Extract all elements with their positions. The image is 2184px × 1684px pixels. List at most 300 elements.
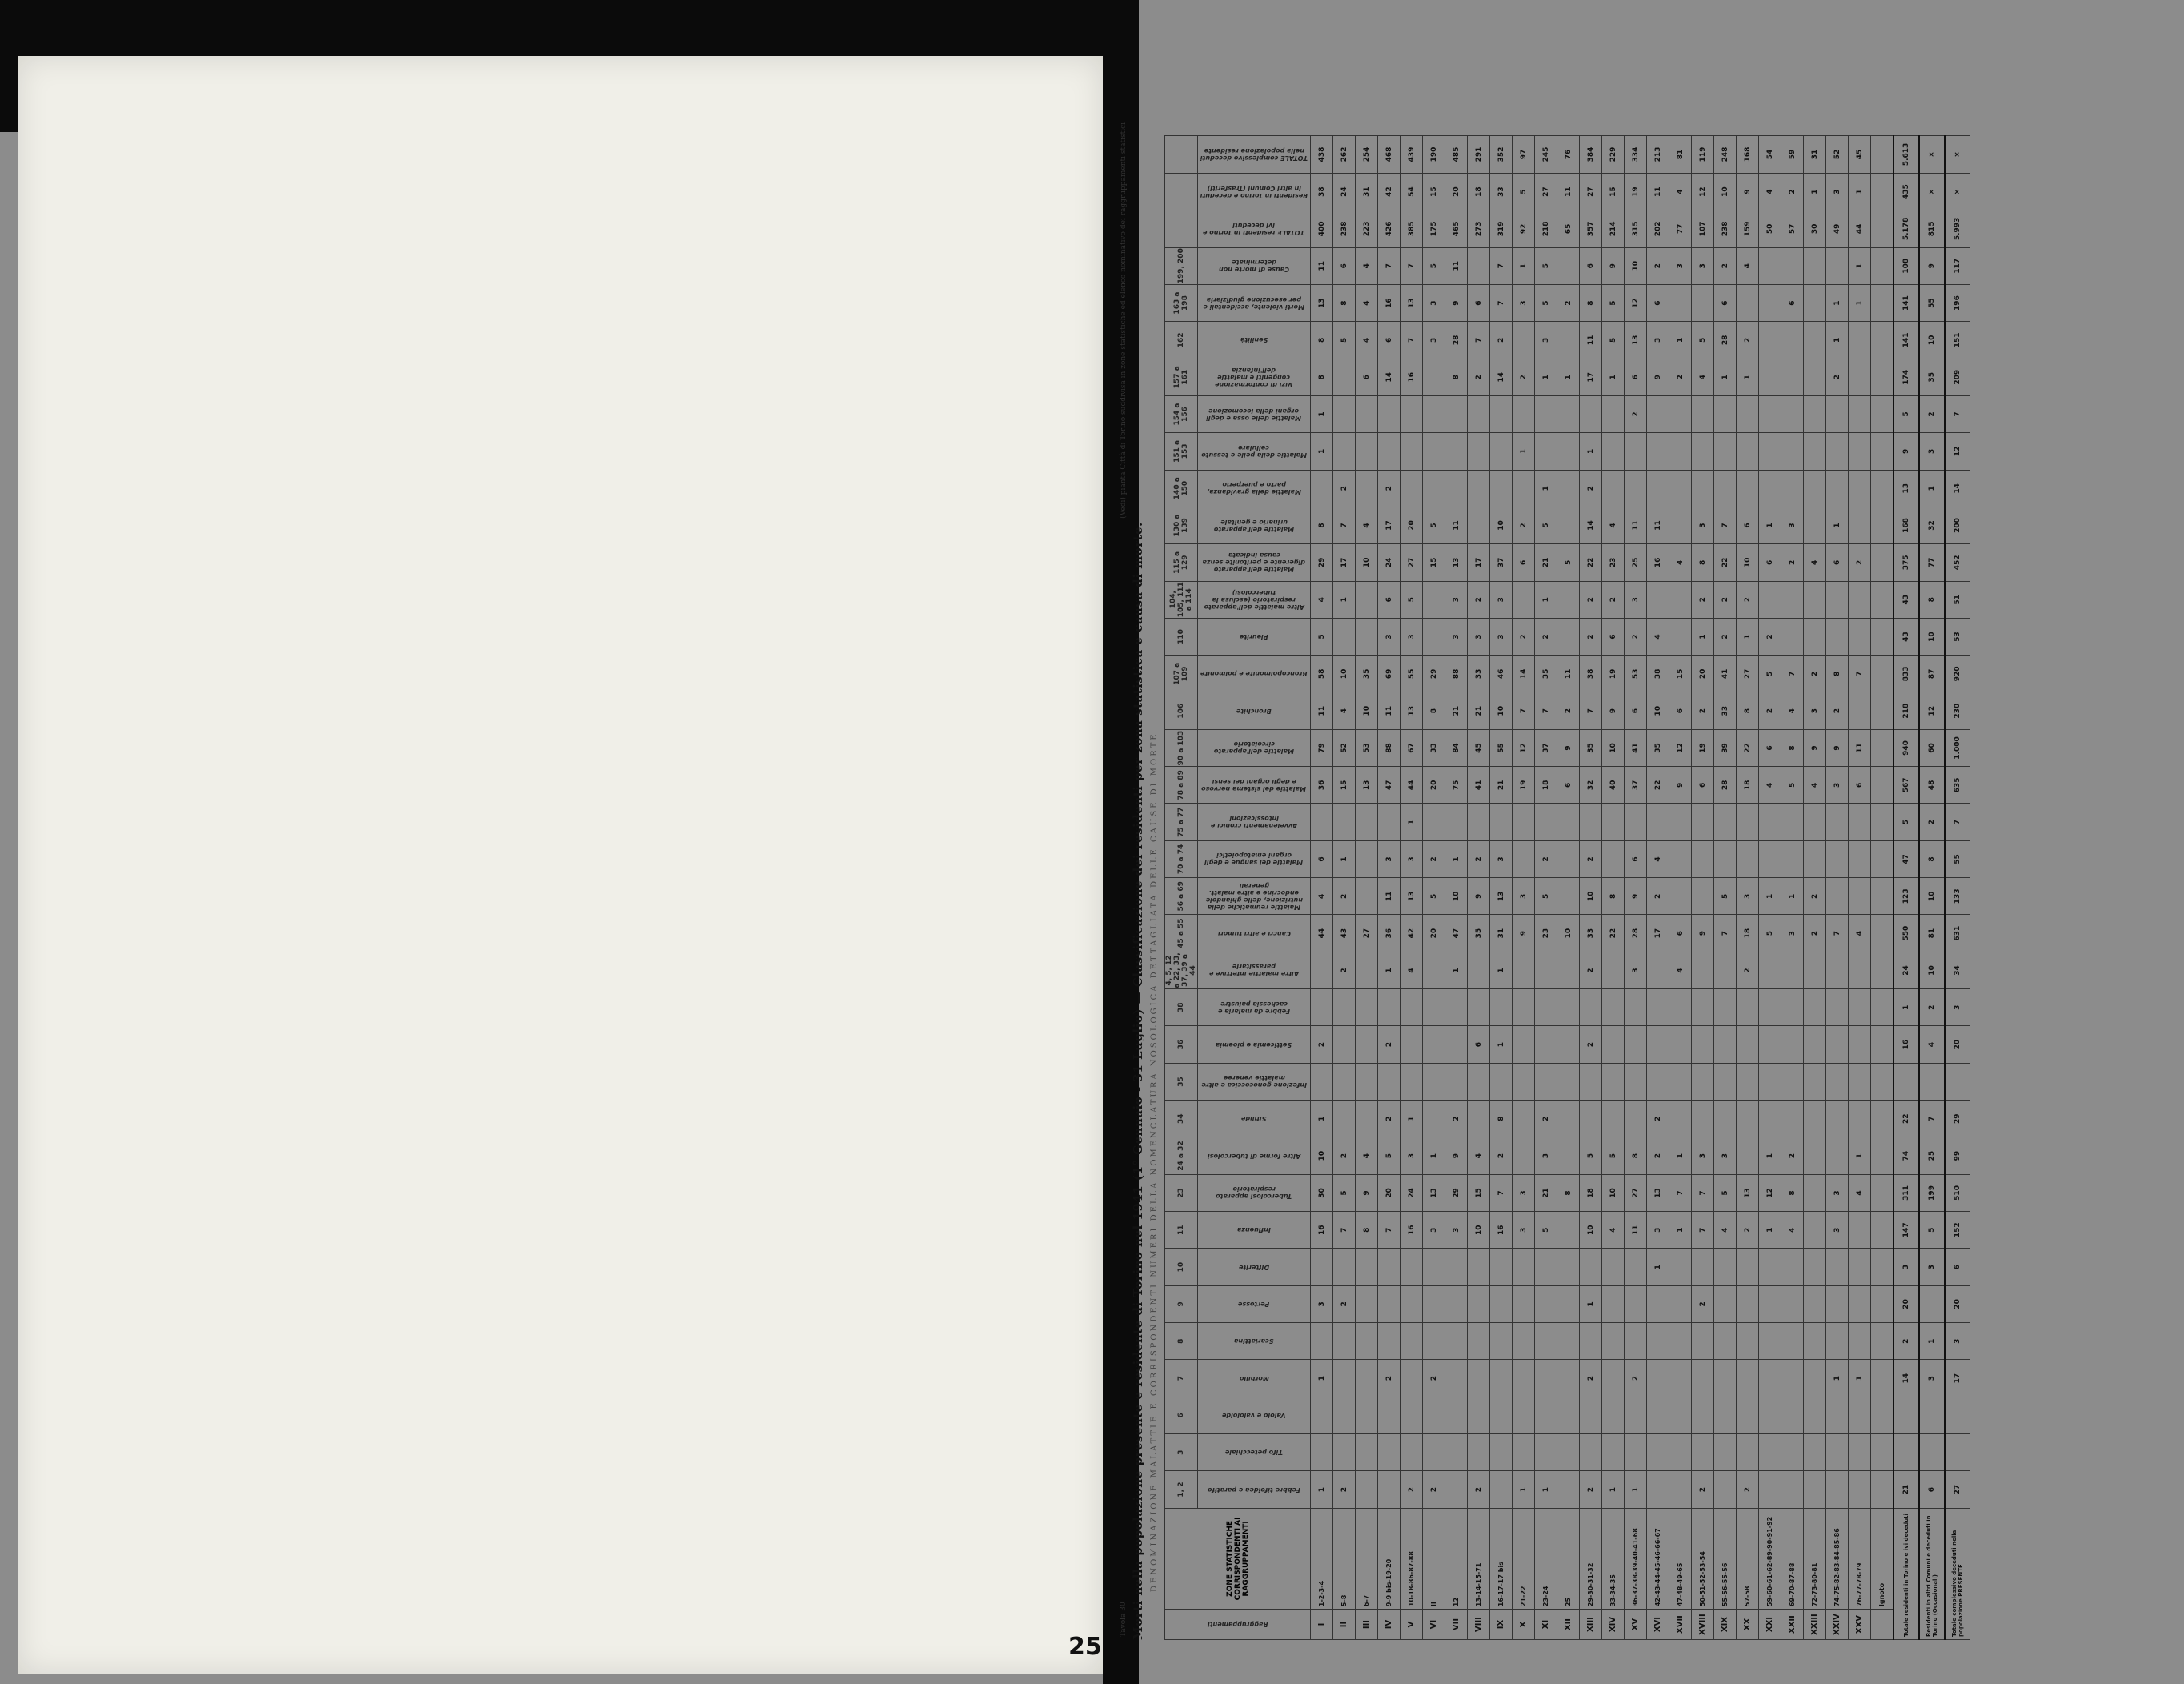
table-cell: 10 [1557,915,1580,952]
table-cell: 13 [1490,878,1513,915]
table-cell [1714,1397,1737,1433]
table-cell: 11 [1311,247,1333,284]
totals-cell: 43 [1893,581,1919,618]
table-cell: 334 [1625,136,1647,174]
table-row [1557,136,1580,1640]
column-code: 38 [1165,989,1198,1026]
table-row [1714,136,1737,1640]
table-cell: 4 [1692,359,1714,395]
table-cell [1804,1323,1826,1360]
table-cell: 3 [1490,840,1513,877]
table-cell: 3 [1826,1212,1849,1249]
corner-zone: ZONE STATISTICHE CORRISPONDENTI AI RAGGRUPPAMENTI [1165,1508,1311,1609]
totals-cell: 940 [1893,729,1919,766]
totals-cell: 174 [1893,359,1919,395]
table-cell [1849,1026,1871,1063]
table-cell: 3 [1781,915,1804,952]
table-cell [1759,1249,1781,1285]
table-cell [1423,1101,1445,1137]
table-cell [1557,1101,1580,1137]
table-cell [1669,1434,1692,1471]
totals-cell: 567 [1893,767,1919,804]
table-cell: 7 [1468,322,1490,359]
table-cell: 254 [1356,136,1378,174]
table-cell [1759,284,1781,321]
table-cell [1535,1397,1557,1433]
table-cell: 1 [1759,878,1781,915]
column-label-text: TOTALE complessivo deceduti nella popolazione residente [1200,146,1308,162]
table-cell [1714,1434,1737,1471]
table-cell: 4 [1714,1212,1737,1249]
table-cell: 15 [1423,544,1445,581]
table-cell: 22 [1602,915,1625,952]
table-cell: 357 [1580,210,1602,247]
table-cell: 3 [1714,1137,1737,1174]
totals-cell: 108 [1893,247,1919,284]
table-cell [1669,433,1692,470]
table-cell [1804,1285,1826,1322]
table-cell [1871,247,1894,284]
row-zone: II [1423,1508,1445,1609]
totals-cell: 47 [1893,840,1919,877]
table-cell: 28 [1714,322,1737,359]
column-code: 154 a 156 [1165,395,1198,432]
table-cell: 7 [1826,915,1849,952]
totals-cell [1893,1397,1919,1433]
table-cell: 2 [1625,1360,1647,1397]
table-cell: 8 [1602,878,1625,915]
totals-cell: × [1945,136,1970,174]
totals-cell: 4 [1919,1026,1945,1063]
column-label [1198,952,1311,988]
row-roman: X [1513,1610,1535,1640]
table-cell [1513,1137,1535,1174]
table-cell: 18 [1580,1174,1602,1211]
table-cell [1580,395,1602,432]
table-cell: 19 [1692,729,1714,766]
column-label-text: Malattie dell'apparato urinario e genitale [1213,518,1295,533]
table-cell [1535,989,1557,1026]
table-cell: 2 [1311,1026,1333,1063]
table-cell [1602,989,1625,1026]
table-cell [1692,1323,1714,1360]
table-cell: 1 [1490,952,1513,988]
table-cell: 2 [1849,544,1871,581]
table-cell: 1 [1781,878,1804,915]
table-cell [1356,581,1378,618]
table-cell: 1 [1804,173,1826,210]
totals-cell: 5 [1919,1212,1945,1249]
column-label [1198,359,1311,395]
column-code: 151 a 153 [1165,433,1198,470]
table-cell: 3 [1490,618,1513,655]
table-cell [1692,1434,1714,1471]
totals-cell: 147 [1893,1212,1919,1249]
table-cell: 3 [1423,322,1445,359]
table-cell: 19 [1625,173,1647,210]
table-cell [1378,1434,1401,1471]
row-roman: VII [1445,1610,1468,1640]
table-cell: 4 [1849,1174,1871,1211]
table-cell: 3 [1401,618,1423,655]
table-cell [1423,952,1445,988]
column-label [1198,470,1311,507]
table-cell: 4 [1804,767,1826,804]
column-label [1198,1323,1311,1360]
table-cell: 1 [1625,1471,1647,1508]
table-cell: 385 [1401,210,1423,247]
table-cell: 11 [1625,1212,1647,1249]
table-cell: 2 [1737,1212,1759,1249]
table-cell: 3 [1378,618,1401,655]
table-cell [1849,322,1871,359]
table-cell [1737,1026,1759,1063]
table-cell [1602,804,1625,840]
table-cell: 1 [1602,359,1625,395]
table-cell [1602,952,1625,988]
table-cell: 4 [1311,581,1333,618]
column-label [1198,136,1311,174]
table-cell [1759,840,1781,877]
table-cell: 7 [1669,1174,1692,1211]
table-cell: 27 [1737,656,1759,692]
table-cell [1311,1063,1333,1100]
table-cell [1781,359,1804,395]
totals-cell: 141 [1893,322,1919,359]
table-cell: 7 [1401,247,1423,284]
table-cell [1871,989,1894,1026]
table-cell: 9 [1804,729,1826,766]
table-cell: 20 [1423,767,1445,804]
table-cell [1781,395,1804,432]
table-cell [1647,952,1669,988]
totals-cell: 25 [1919,1137,1945,1174]
table-cell [1625,1434,1647,1471]
table-cell: 9 [1692,915,1714,952]
table-cell: 1 [1714,359,1737,395]
totals-cell: 13 [1893,470,1919,507]
table-cell: 2 [1333,470,1356,507]
table-cell [1490,1360,1513,1397]
column-label [1198,1137,1311,1174]
table-cell: 35 [1356,656,1378,692]
table-row [1849,136,1871,1640]
table-cell: 7 [1849,656,1871,692]
table-cell [1759,1360,1781,1397]
totals-cell: 2 [1919,804,1945,840]
table-cell [1468,433,1490,470]
table-cell [1804,618,1826,655]
table-cell [1871,1360,1894,1397]
table-cell: 18 [1468,173,1490,210]
table-cell: 3 [1513,1212,1535,1249]
row-zone: 33-34-35 [1602,1508,1625,1609]
table-row [1513,136,1535,1640]
table-cell: 1 [1826,1360,1849,1397]
table-cell [1849,1101,1871,1137]
table-cell [1714,1285,1737,1322]
table-cell: 38 [1647,656,1669,692]
table-cell [1557,247,1580,284]
table-cell [1826,470,1849,507]
table-cell: 12 [1692,173,1714,210]
column-label [1198,1360,1311,1397]
table-meta [1120,119,1131,1640]
totals-cell: 8 [1919,840,1945,877]
totals-cell: 168 [1893,507,1919,543]
table-cell [1602,1285,1625,1322]
table-cell [1557,470,1580,507]
table-cell: 6 [1513,544,1535,581]
table-cell [1445,1397,1468,1433]
totals-cell: 833 [1893,656,1919,692]
totals-cell: 3 [1919,433,1945,470]
table-cell [1535,1249,1557,1285]
table-cell: 11 [1580,322,1602,359]
table-cell [1826,581,1849,618]
table-cell [1625,1026,1647,1063]
totals-cell: 20 [1945,1285,1970,1322]
table-cell: 5 [1714,1174,1737,1211]
table-cell: 2 [1692,692,1714,729]
table-cell [1781,804,1804,840]
table-cell: 40 [1602,767,1625,804]
table-cell [1669,878,1692,915]
table-cell: 3 [1826,1174,1849,1211]
table-cell: 5 [1333,322,1356,359]
table-cell: 54 [1759,136,1781,174]
table-cell [1557,395,1580,432]
table-cell [1871,1137,1894,1174]
table-cell: 1 [1669,1212,1692,1249]
totals-cell: 53 [1945,618,1970,655]
totals-cell: × [1919,136,1945,174]
table-cell [1871,284,1894,321]
table-cell [1378,989,1401,1026]
table-row [1378,136,1401,1640]
table-cell: 11 [1849,729,1871,766]
table-cell [1759,470,1781,507]
table-cell: 2 [1714,618,1737,655]
table-cell [1333,1249,1356,1285]
table-cell [1692,1360,1714,1397]
totals-cell: 20 [1893,1285,1919,1322]
table-cell: 6 [1557,767,1580,804]
table-cell: 8 [1557,1174,1580,1211]
table-cell [1692,1249,1714,1285]
column-label-text: Altre malattie dell'apparato respiratorio (esclusa la tubercolosi) [1204,588,1304,611]
table-cell: 46 [1490,656,1513,692]
table-cell [1849,359,1871,395]
table-cell: 6 [1356,359,1378,395]
table-cell: 21 [1468,692,1490,729]
column-label [1198,1174,1311,1211]
table-cell: 88 [1445,656,1468,692]
table-cell [1737,1101,1759,1137]
column-label-text: Malattie della gravidanza, parto e puerperio [1207,481,1301,496]
table-cell [1490,804,1513,840]
table-cell: 35 [1580,729,1602,766]
table-cell [1311,952,1333,988]
table-cell [1669,1063,1692,1100]
table-cell: 1 [1849,247,1871,284]
table-cell [1356,878,1378,915]
table-cell [1513,470,1535,507]
table-cell [1737,433,1759,470]
table-cell: 38 [1580,656,1602,692]
table-cell [1781,952,1804,988]
table-cell [1849,433,1871,470]
table-cell [1781,1026,1804,1063]
column-label [1198,210,1311,247]
table-cell: 439 [1401,136,1423,174]
row-roman: XXI [1759,1610,1781,1640]
table-cell [1423,395,1445,432]
table-cell: 4 [1356,1137,1378,1174]
table-cell: 2 [1557,692,1580,729]
table-cell [1445,989,1468,1026]
table-cell [1647,581,1669,618]
column-label-text: Setticemia e pioemia [1216,1040,1292,1048]
table-cell [1849,395,1871,432]
table-cell [1356,1434,1378,1471]
table-cell: 5 [1692,322,1714,359]
table-cell: 319 [1490,210,1513,247]
table-cell [1423,989,1445,1026]
table-cell [1804,952,1826,988]
totals-cell [1919,1434,1945,1471]
table-cell: 13 [1401,692,1423,729]
table-cell: 5 [1602,284,1625,321]
table-cell [1356,1323,1378,1360]
table-cell: 2 [1580,952,1602,988]
table-cell: 4 [1647,618,1669,655]
table-cell [1602,470,1625,507]
table-cell: 8 [1445,359,1468,395]
table-cell: 5 [1423,247,1445,284]
column-label [1198,656,1311,692]
table-body [1311,136,1970,1640]
table-cell [1871,322,1894,359]
table-cell: 27 [1356,915,1378,952]
row-zone: 55-56-55-56 [1714,1508,1737,1609]
zone-note: (Vedi) pianta Città di Torino suddivisa in zone statistiche ed elenco nominativo dei raggruppamenti statistici [1120,122,1128,519]
table-cell: 5 [1535,878,1557,915]
table-cell: 3 [1311,1285,1333,1322]
totals-cell: 27 [1945,1471,1970,1508]
table-cell [1669,507,1692,543]
table-cell [1804,1471,1826,1508]
table-cell: 32 [1580,767,1602,804]
table-cell: 1 [1737,359,1759,395]
table-cell: 3 [1826,173,1849,210]
table-cell: 3 [1647,1212,1669,1249]
table-cell: 19 [1602,656,1625,692]
table-cell: 5 [1333,1174,1356,1211]
table-cell: 119 [1692,136,1714,174]
table-row [1669,136,1692,1640]
table-cell [1356,1101,1378,1137]
table-cell: 6 [1647,284,1669,321]
table-cell [1602,1397,1625,1433]
table-cell: 2 [1535,1101,1557,1137]
table-cell: 1 [1513,433,1535,470]
column-label [1198,1212,1311,1249]
table-cell: 2 [1804,915,1826,952]
totals-cell: 77 [1919,544,1945,581]
table-cell [1781,1323,1804,1360]
table-cell [1378,1323,1401,1360]
column-code: 115 a 129 [1165,544,1198,581]
table-cell [1445,1063,1468,1100]
table-cell: 2 [1378,1360,1401,1397]
column-label-text: Altre malattie infettive e parassitarie [1209,963,1299,978]
totals-cell: 16 [1893,1026,1919,1063]
table-cell: 33 [1423,729,1445,766]
table-cell: 218 [1535,210,1557,247]
table-cell: 6 [1669,692,1692,729]
table-cell [1468,470,1490,507]
table-cell: 2 [1625,618,1647,655]
table-cell [1513,1101,1535,1137]
totals-cell: 12 [1945,433,1970,470]
table-cell [1714,989,1737,1026]
table-cell [1647,1026,1669,1063]
table-cell: 55 [1401,656,1423,692]
table-cell: 3 [1423,284,1445,321]
table-cell: 8 [1333,284,1356,321]
table-cell [1580,1434,1602,1471]
table-cell: 3 [1513,284,1535,321]
column-code: 157 a 161 [1165,359,1198,395]
table-cell: 9 [1737,173,1759,210]
table-cell [1826,804,1849,840]
table-cell: 11 [1625,507,1647,543]
table-cell [1423,1323,1445,1360]
table-cell [1826,1285,1849,1322]
table-cell: 27 [1580,173,1602,210]
row-roman: XIX [1714,1610,1737,1640]
table-cell [1871,1471,1894,1508]
totals-cell: 209 [1945,359,1970,395]
row-roman: IX [1490,1610,1513,1640]
totals-cell: 375 [1893,544,1919,581]
table-cell [1356,840,1378,877]
table-cell: 10 [1445,878,1468,915]
column-code: 36 [1165,1026,1198,1063]
table-cell: 1 [1311,395,1333,432]
table-cell [1423,581,1445,618]
table-cell [1647,1063,1669,1100]
column-code: 9 [1165,1285,1198,1322]
table-cell [1871,395,1894,432]
table-cell: 438 [1311,136,1333,174]
table-cell: 3 [1826,767,1849,804]
totals-cell [1945,1434,1970,1471]
table-cell: 5 [1557,544,1580,581]
table-cell: 16 [1401,1212,1423,1249]
table-cell [1378,1249,1401,1285]
totals-row [1919,136,1945,1640]
table-cell [1557,840,1580,877]
table-cell: 4 [1737,247,1759,284]
table-cell: 13 [1737,1174,1759,1211]
table-cell [1423,1026,1445,1063]
table-cell [1871,952,1894,988]
table-cell: 2 [1647,1101,1669,1137]
totals-cell: × [1945,173,1970,210]
table-cell [1333,1063,1356,1100]
